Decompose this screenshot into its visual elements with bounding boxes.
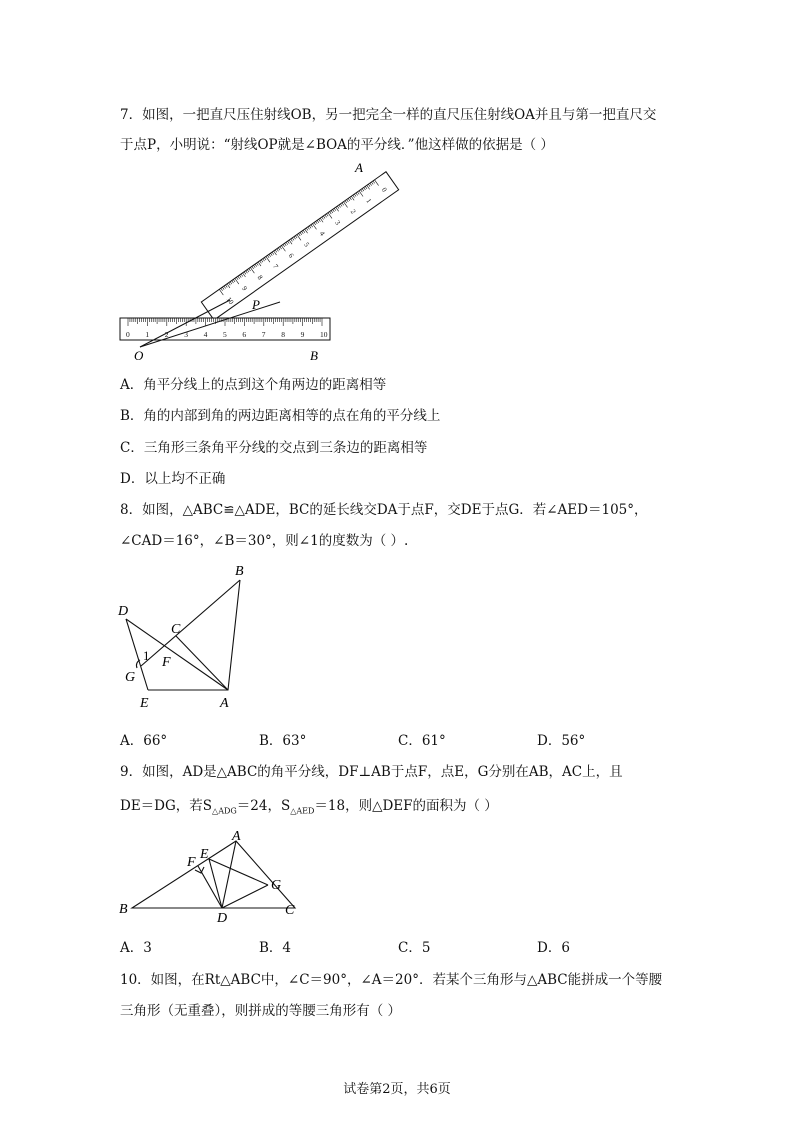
ruler-number: 6 bbox=[242, 330, 247, 339]
q7-label-B: B bbox=[310, 348, 318, 363]
ruler-number: 2 bbox=[348, 208, 358, 216]
q9-option-a: A．3 bbox=[120, 940, 152, 956]
q8-option-d: D．56° bbox=[537, 733, 586, 749]
ruler-number: 5 bbox=[223, 330, 227, 339]
q7-label-A: A bbox=[355, 160, 363, 175]
q9-subscript-aed: △AED bbox=[290, 806, 315, 816]
q10-text-line1: 10．如图，在Rt△ABC中，∠C＝90°，∠A＝20°．若某个三角形与△ABC能拼成一个等腰 bbox=[120, 972, 663, 988]
q9-label-G: G bbox=[271, 878, 282, 893]
ruler-number: 4 bbox=[317, 229, 327, 238]
q7-label-P: P bbox=[252, 297, 260, 312]
q8-option-b: B．63° bbox=[259, 733, 307, 749]
q8-option-a: A．66° bbox=[120, 733, 168, 749]
ruler-number: 2 bbox=[164, 330, 169, 339]
page-footer: 试卷第2页，共6页 bbox=[343, 1082, 451, 1097]
q8-label-A: A bbox=[220, 696, 229, 711]
q9-text-part-b: ＝24，S bbox=[236, 798, 291, 814]
q9-option-d: D．6 bbox=[537, 940, 570, 956]
q8-label-G: G bbox=[125, 670, 136, 685]
ruler-number: 7 bbox=[261, 330, 266, 339]
ruler-number: 7 bbox=[271, 262, 280, 271]
q8-label-F: F bbox=[162, 655, 171, 670]
ruler-number: 9 bbox=[240, 284, 249, 293]
ruler-number: 8 bbox=[255, 273, 265, 282]
q9-option-c: C．5 bbox=[398, 940, 431, 956]
q8-label-B: B bbox=[235, 564, 244, 579]
q9-options bbox=[120, 936, 680, 956]
q7-label-O: O bbox=[134, 348, 144, 363]
q8-text-line1: 8．如图，△ABC≌△ADE，BC的延长线交DA于点F，交DE于点G．若∠AED＝105°， bbox=[120, 502, 648, 518]
q9-text-part-c: ＝18，则△DEF的面积为（ ） bbox=[314, 798, 498, 814]
ruler-number: 1 bbox=[364, 197, 373, 205]
ruler-number: 5 bbox=[302, 240, 311, 249]
q7-option-b: B．角的内部到角的两边距离相等的点在角的平分线上 bbox=[120, 408, 441, 424]
q9-option-b: B．4 bbox=[259, 940, 292, 956]
q9-label-D: D bbox=[217, 911, 228, 926]
q9-text-line1: 9．如图，AD是△ABC的角平分线，DF⊥AB于点F，点E，G分别在AB，AC上，且 bbox=[120, 764, 623, 780]
ruler-number: 8 bbox=[281, 330, 285, 339]
q9-text-part-a: DE＝DG，若S bbox=[120, 798, 213, 814]
ruler-number: 10 bbox=[320, 330, 328, 339]
q8-option-c: C．61° bbox=[398, 733, 446, 749]
ruler-number: 3 bbox=[333, 219, 342, 227]
ruler-number: 1 bbox=[145, 330, 150, 339]
ruler-number: 4 bbox=[203, 330, 208, 339]
q8-label-D: D bbox=[118, 604, 129, 619]
q9-label-A: A bbox=[232, 829, 241, 844]
ruler-number: 9 bbox=[300, 330, 305, 339]
q9-label-F: F bbox=[187, 855, 196, 870]
q9-label-E: E bbox=[200, 847, 209, 862]
ruler-number: 0 bbox=[379, 186, 389, 194]
q8-text-line2: ∠CAD＝16°，∠B＝30°，则∠1的度数为（ ）. bbox=[120, 533, 409, 549]
ruler-number: 10 bbox=[224, 295, 236, 307]
ruler-number: 0 bbox=[126, 330, 130, 339]
q8-label-E: E bbox=[140, 696, 149, 711]
q7-option-c: C．三角形三条角平分线的交点到三条边的距离相等 bbox=[120, 440, 428, 456]
q9-subscript-adg: △ADG bbox=[212, 806, 237, 816]
q9-label-B: B bbox=[119, 902, 128, 917]
q8-label-C: C bbox=[171, 622, 181, 637]
q10-text-line2: 三角形（无重叠），则拼成的等腰三角形有（ ） bbox=[120, 1003, 402, 1019]
q7-option-a: A．角平分线上的点到这个角两边的距离相等 bbox=[120, 377, 387, 393]
q7-option-d: D．以上均不正确 bbox=[120, 471, 226, 487]
q7-text-line1: 7．如图，一把直尺压住射线OB，另一把完全一样的直尺压住射线OA并且与第一把直尺交 bbox=[120, 107, 657, 123]
ruler-number: 6 bbox=[286, 251, 296, 260]
q8-label-angle-1: 1 bbox=[143, 648, 150, 663]
q7-text-line2: 于点P，小明说：“射线OP就是∠BOA的平分线．”他这样做的依据是（ ） bbox=[120, 137, 554, 153]
ruler-number: 3 bbox=[184, 330, 188, 339]
q9-label-C: C bbox=[285, 903, 295, 918]
